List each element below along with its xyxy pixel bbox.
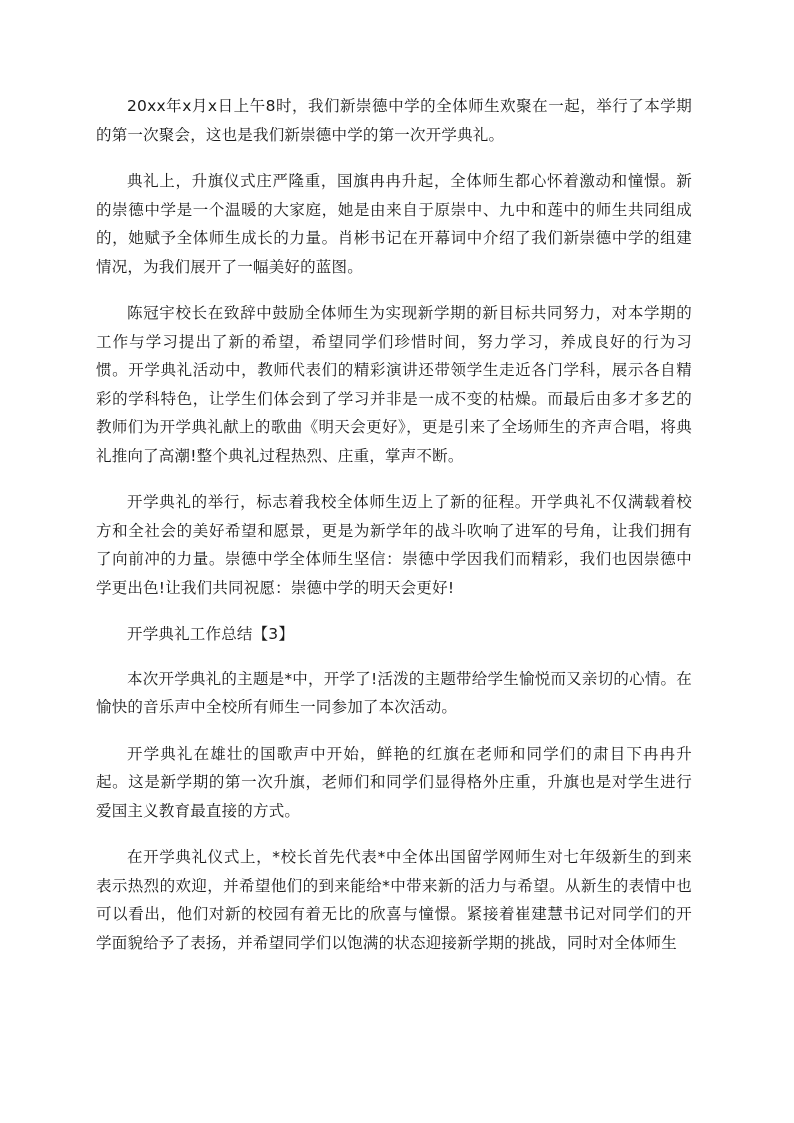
paragraph-4: 开学典礼的举行，标志着我校全体师生迈上了新的征程。开学典礼不仅满载着校方和全社会的美好希望和愿景，更是为新学年的战斗吹响了进军的号角，让我们拥有了向前冲的力量。崇德中学全体师生坚信：崇德中学因我们而精彩，我们也因崇德中学更出色!让我们共同祝愿：崇德中学的明天会更好! xyxy=(96,493,692,597)
paragraph-3: 陈冠宇校长在致辞中鼓励全体师生为实现新学期的新目标共同努力，对本学期的工作与学习提出了新的希望，希望同学们珍惜时间，努力学习，养成良好的行为习惯。开学典礼活动中，教师代表们的精彩演讲还带领学生走近各门学科，展示各自精彩的学科特色，让学生们体会到了学习并非是一成不变的枯燥。而最后由多才多艺的教师们为开学典礼献上的歌曲《明天会更好》，更是引来了全场师生的齐声合唱，将典礼推向了高潮!整个典礼过程热烈、庄重，掌声不断。 xyxy=(96,304,692,465)
paragraph-2: 典礼上，升旗仪式庄严隆重，国旗冉冉升起，全体师生都心怀着激动和憧憬。新的崇德中学是一个温暖的大家庭，她是由来自于原崇中、九中和莲中的师生共同组成的，她赋予全体师生成长的力量。肖彬书记在开幕词中介绍了我们新崇德中学的组建情况，为我们展开了一幅美好的蓝图。 xyxy=(96,172,692,276)
section-paragraph-2: 开学典礼在雄壮的国歌声中开始，鲜艳的红旗在老师和同学们的肃目下冉冉升起。这是新学期的第一次升旗，老师们和同学们显得格外庄重，升旗也是对学生进行爱国主义教育最直接的方式。 xyxy=(96,744,692,820)
section-heading: 开学典礼工作总结【3】 xyxy=(127,625,295,643)
paragraph-1: 20xx年x月x日上午8时，我们新崇德中学的全体师生欢聚在一起，举行了本学期的第一次聚会，这也是我们新崇德中学的第一次开学典礼。 xyxy=(96,97,692,144)
section-paragraph-1: 本次开学典礼的主题是*中，开学了!活泼的主题带给学生愉悦而又亲切的心情。在愉快的音乐声中全校所有师生一同参加了本次活动。 xyxy=(96,669,692,716)
document-page xyxy=(96,92,692,975)
section-paragraph-3: 在开学典礼仪式上，*校长首先代表*中全体出国留学网师生对七年级新生的到来表示热烈的欢迎，并希望他们的到来能给*中带来新的活力与希望。从新生的表情中也可以看出，他们对新的校园有着无比的欣喜与憧憬。紧接着崔建慧书记对同学们的开学面貌给予了表扬，并希望同学们以饱满的状态迎接新学期的挑战，同时对全体师生 xyxy=(96,848,692,952)
